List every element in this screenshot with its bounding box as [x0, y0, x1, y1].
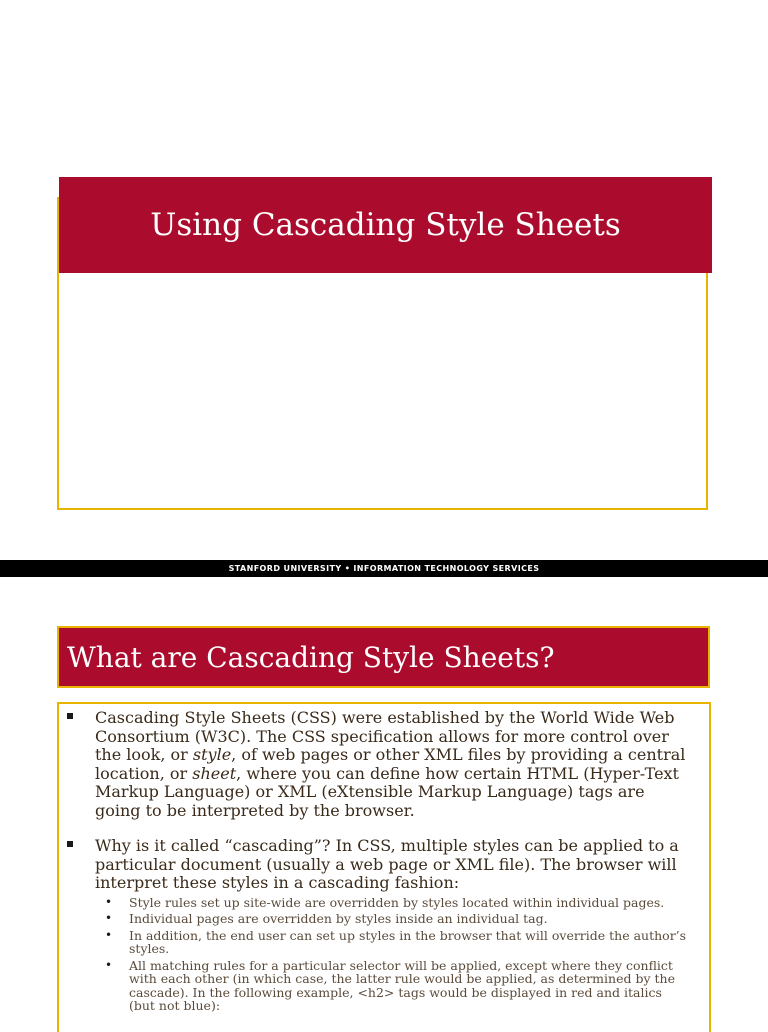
sub-bullet-item [105, 927, 691, 956]
content-slide-body [57, 702, 711, 1032]
bullet-text-part: , where you can define how certain HTML (Hyper-Text Markup Language) or XML (eXtensible Markup Language) tags are going to be interpreted by the browser. [95, 763, 679, 820]
bullet-emphasis-sheet: sheet [192, 763, 237, 783]
bullet-item [59, 837, 695, 893]
square-bullet-icon [67, 841, 73, 847]
round-bullet-icon: • [105, 957, 113, 972]
round-bullet-icon: • [105, 894, 113, 909]
content-slide-heading: What are Cascading Style Sheets? [67, 640, 555, 674]
page-footer [0, 560, 768, 577]
sub-bullet-text: Style rules set up site-wide are overridden by styles located within individual pages. [129, 894, 665, 910]
bullet-item [59, 709, 695, 820]
sub-bullet-text: In addition, the end user can set up styles in the browser that will override the author’s styles. [129, 927, 687, 956]
sub-bullet-text: All matching rules for a particular selector will be applied, except where they conflict with each other (in which case, the latter rule would be applied, as determined by the cascade). In the following example, <h2> tags would be displayed in red and italics (but not blue): [129, 957, 675, 1013]
sub-bullet-item [105, 957, 691, 1013]
title-slide-banner [59, 177, 712, 273]
round-bullet-icon: • [105, 911, 113, 925]
bullet-text: Why is it called “cascading”? In CSS, multiple styles can be applied to a particular document (usually a web page or XML file). The browser will interpret these styles in a cascading fashion: [95, 836, 679, 892]
bullet-emphasis-style: style [192, 745, 232, 764]
footer-text: STANFORD UNIVERSITY • INFORMATION TECHNOLOGY SERVICES [228, 564, 540, 573]
sub-bullet-item [105, 894, 691, 910]
bullet-text-part: , of web pages or other XML files by providing a central location, or [95, 745, 686, 783]
sub-bullet-list [59, 896, 691, 1013]
round-bullet-icon: • [105, 927, 113, 942]
sub-bullet-item [105, 911, 691, 926]
title-slide-heading: Using Cascading Style Sheets [150, 207, 621, 243]
content-slide-banner [57, 626, 710, 688]
square-bullet-icon [67, 713, 73, 719]
bullet-text-part: Cascading Style Sheets (CSS) were established by the World Wide Web Consortium (W3C). The CSS specification allows for more control over the look, or [95, 708, 675, 764]
sub-bullet-text: Individual pages are overridden by styles inside an individual tag. [129, 911, 548, 926]
